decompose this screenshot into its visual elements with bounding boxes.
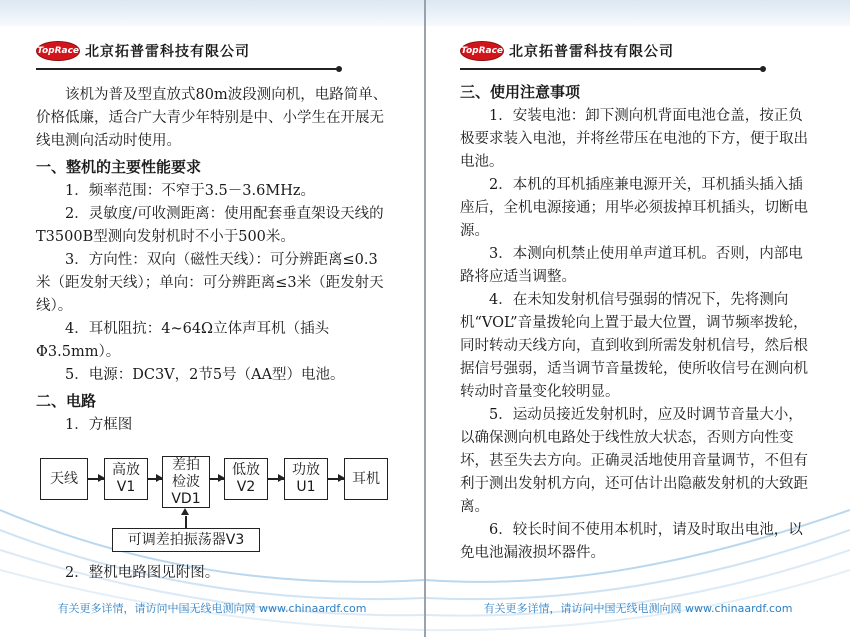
detector-label-2: 检波 [172,473,200,490]
section-heading-usage: 三、使用注意事项 [460,83,581,101]
arrow [210,478,224,480]
top-gradient-band [0,0,424,26]
header-rule-dot [760,66,766,72]
company-logo: TopRace [36,41,80,61]
spec-item: 4．耳机阻抗：4~64Ω立体声耳机（插头Φ3.5mm）。 [36,321,330,360]
section-heading-circuit: 二、电路 [36,392,97,410]
left-body-tail [36,562,390,585]
header-rule [460,68,762,70]
left-page [0,0,424,637]
usage-item: 4．在未知发射机信号强弱的情况下，先将测向机“VOL”音量拨轮向上置于最大位置，调节频率拨轮，同时转动天线方向，直到收到所需发射机信号，然后根据信号强弱，适当调节音量拨轮，使所收信号在测向机转动时音量变化较明显。 [460,292,808,400]
oscillator-connector [185,516,187,528]
oscillator-label: 可调差拍振荡器V3 [127,531,245,548]
power-amp-label: 功放 [292,462,320,478]
intro-paragraph: 该机为普及型直放式80m波段测向机，电路简单、价格低廉，适合广大青少年特别是中、小学生在开展无线电测向活动时使用。 [36,87,388,149]
usage-item: 3．本测向机禁止使用单声道耳机。否则，内部电路将应适当调整。 [460,246,803,285]
usage-item: 6．较长时间不使用本机时，请及时取出电池，以免电池漏液损坏器件。 [460,522,803,561]
company-name: 北京拓普雷科技有限公司 [85,44,250,60]
right-body [460,78,816,565]
oscillator-arrow-head [181,508,189,515]
arrow [148,478,162,480]
right-page [426,0,850,637]
header-rule-dot [336,66,342,72]
arrow [268,478,284,480]
usage-item: 1．安装电池：卸下测向机背面电池仓盖，按正负极要求装入电池，并将丝带压在电池的下方，便于取出电池。 [460,108,808,170]
lf-amp-ref: V2 [236,479,256,495]
detector-box [162,456,210,508]
lf-amp-label: 低放 [232,462,260,478]
page-footer: 有关更多详情，请访问中国无线电测向网 www.chinaardf.com [483,602,793,615]
antenna-label: 天线 [50,470,78,487]
spec-item: 1．频率范围：不窄于3.5－3.6MHz。 [65,183,315,199]
hf-amp-box [104,458,148,500]
usage-item: 5．运动员接近发射机时，应及时调节音量大小，以确保测向机电路处于线性放大状态，否则方向性变坏，甚至失去方向。正确灵活地使用音量调节，不但有利于测出发射机方向，还可估计出隐蔽发射机的大致距离。 [460,407,808,515]
block-diagram-caption: 1．方框图 [65,417,133,433]
arrow [88,478,104,480]
power-amp-ref: U1 [296,479,316,495]
block-diagram [40,456,390,556]
detector-label-1: 差拍 [172,456,200,473]
lf-amp-box [224,458,268,500]
usage-item: 2．本机的耳机插座兼电源开关，耳机插头插入插座后，全机电源接通；用毕必须拔掉耳机插头，切断电源。 [460,177,808,239]
earphone-label: 耳机 [352,470,380,487]
company-logo: TopRace [460,41,504,61]
company-name: 北京拓普雷科技有限公司 [509,44,674,60]
section-heading-specs: 一、整机的主要性能要求 [36,158,202,176]
spec-item: 5．电源：DC3V，2节5号（AA型）电池。 [65,367,345,383]
detector-ref: VD1 [171,490,201,507]
page-header [36,40,250,62]
arrow [328,478,344,480]
circuit-note: 2．整机电路图见附图。 [65,565,220,581]
oscillator-box [112,528,260,552]
hf-amp-label: 高放 [112,462,140,478]
earphone-box [344,458,388,500]
left-body [36,84,390,437]
spec-item: 3．方向性：双向（磁性天线）：可分辨距离≤0.3米（距发射天线）；单向：可分辨距离≤3米（距发射天线）。 [36,252,384,314]
spec-item: 2．灵敏度/可收测距离：使用配套垂直架设天线的T3500B型测向发射机时不小于500米。 [36,206,384,245]
antenna-box [40,458,88,500]
top-gradient-band [426,0,850,26]
page-footer: 有关更多详情，请访问中国无线电测向网 www.chinaardf.com [57,602,367,615]
page-header [460,40,674,62]
hf-amp-ref: V1 [116,479,136,495]
power-amp-box [284,458,328,500]
header-rule [36,68,338,70]
